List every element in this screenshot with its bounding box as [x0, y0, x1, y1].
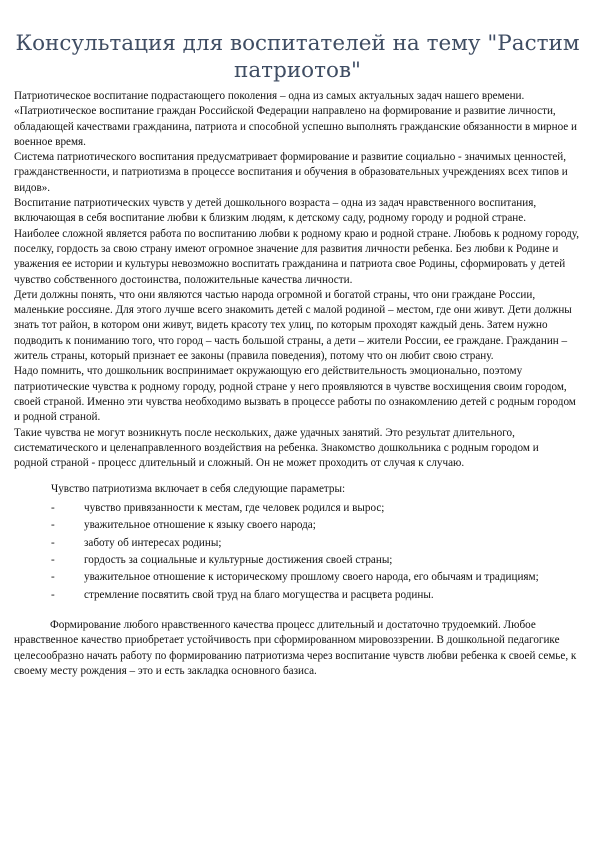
paragraph: Дети должны понять, что они являются частью народа огромной и богатой страны, что они граждане России, маленькие россияне. Для этого лучше всего знакомить детей с малой родиной – местом, где они живут. Дети должны знать тот район, в котором они живут, видеть красоту тех улиц, по которым проходят каждый день. Затем нужно подводить к пониманию того, что город – часть большой страны, а дети – жители России, ее граждане. Гражданин – житель страны, который признает ее законы (правила поведения), потому что он любит свою страну.	[14, 288, 572, 363]
params-list	[14, 501, 581, 603]
document-body	[14, 89, 581, 471]
document-title: Консультация для воспитателей на тему "Растим патриотов"	[15, 31, 580, 83]
list-item-text: уважительное отношение к языку своего народа;	[84, 519, 316, 532]
list-item-text: чувство привязанности к местам, где человек родился и вырос;	[84, 501, 385, 514]
spacer	[14, 471, 581, 482]
bullet-dash: -	[51, 536, 55, 549]
final-section	[14, 618, 581, 679]
paragraph: Надо помнить, что дошкольник воспринимает окружающую его действительность эмоционально, поэтому патриотические чувства к родному городу, родной стране у него проявляются в чувстве восхищения своим городом, своей страной. Именно эти чувства необходимо вызвать в процессе работы по ознакомлению детей с родным городом и родной страной.	[14, 365, 576, 424]
paragraph: Наиболее сложной является работа по воспитанию любви к родному краю и родной стране. Любовь к родному городу, поселку, гордость за свою страну имеют огромное значение для развития личности ребенка. Без любви к Родине и уважения ее истории и культуры невозможно воспитать гражданина и патриота свое Родины, сформировать у детей чувство собственного достоинства, положительные качества личности.	[14, 227, 580, 286]
paragraph: Патриотическое воспитание подрастающего поколения – одна из самых актуальных задач нашего времени.	[14, 90, 525, 102]
paragraph: Система патриотического воспитания предусматривает формирование и развитие социально - значимых ценностей, гражданственности, и патриотизма в процессе воспитания и обучения в образовательных учреждениях всех типов и видов».	[14, 151, 568, 194]
final-paragraph: Формирование любого нравственного качества процесс длительный и достаточно трудоемкий. Любое нравственное качество приобретает устойчивость при сформированном мировоззрении. В дошкольной педагогике целесообразно начать работу по формированию патриотизма через воспитание чувств любви ребенка к своей семье, к своему месту рождения – это и есть закладка основного базиса.	[14, 619, 577, 678]
list-item	[14, 536, 581, 551]
bullet-dash: -	[51, 501, 55, 514]
paragraph: Воспитание патриотических чувств у детей дошкольного возраста – одна из задач нравственного воспитания, включающая в себя воспитание любви к близким людям, к детскому саду, родному городу и родной стране.	[14, 197, 537, 225]
bullet-dash: -	[51, 519, 55, 532]
list-item	[14, 553, 581, 568]
list-item-text: уважительное отношение к историческому прошлому своего народа, его обычаям и традициям;	[84, 571, 539, 584]
spacer	[14, 605, 581, 618]
list-item-text: стремление посвятить свой труд на благо могущества и расцвета родины.	[84, 588, 434, 601]
list-item	[14, 588, 581, 603]
bullet-dash: -	[51, 571, 55, 584]
bullet-dash: -	[51, 553, 55, 566]
list-item-text: заботу об интересах родины;	[84, 536, 222, 549]
list-item	[14, 501, 581, 516]
list-item	[14, 518, 581, 533]
paragraph: Такие чувства не могут возникнуть после нескольких, даже удачных занятий. Это результат длительного, систематического и целенаправленного воздействия на ребенка. Знакомство дошкольника с родным городом и	[14, 426, 539, 454]
params-heading: Чувство патриотизма включает в себя следующие параметры:	[51, 483, 346, 496]
list-item	[14, 570, 581, 585]
paragraph: родной страной - процесс длительный и сложный. Он не может проходить от случая к случаю.	[14, 457, 465, 470]
paragraph: «Патриотическое воспитание граждан Российской Федерации направлено на формирование и развитие личности, обладающей качествами гражданина, патриота и способной успешно выполнять гражданские обязанности в мирное и военное время.	[14, 105, 577, 148]
list-item-text: гордость за социальные и культурные достижения своей страны;	[84, 553, 393, 566]
bullet-dash: -	[51, 588, 55, 601]
